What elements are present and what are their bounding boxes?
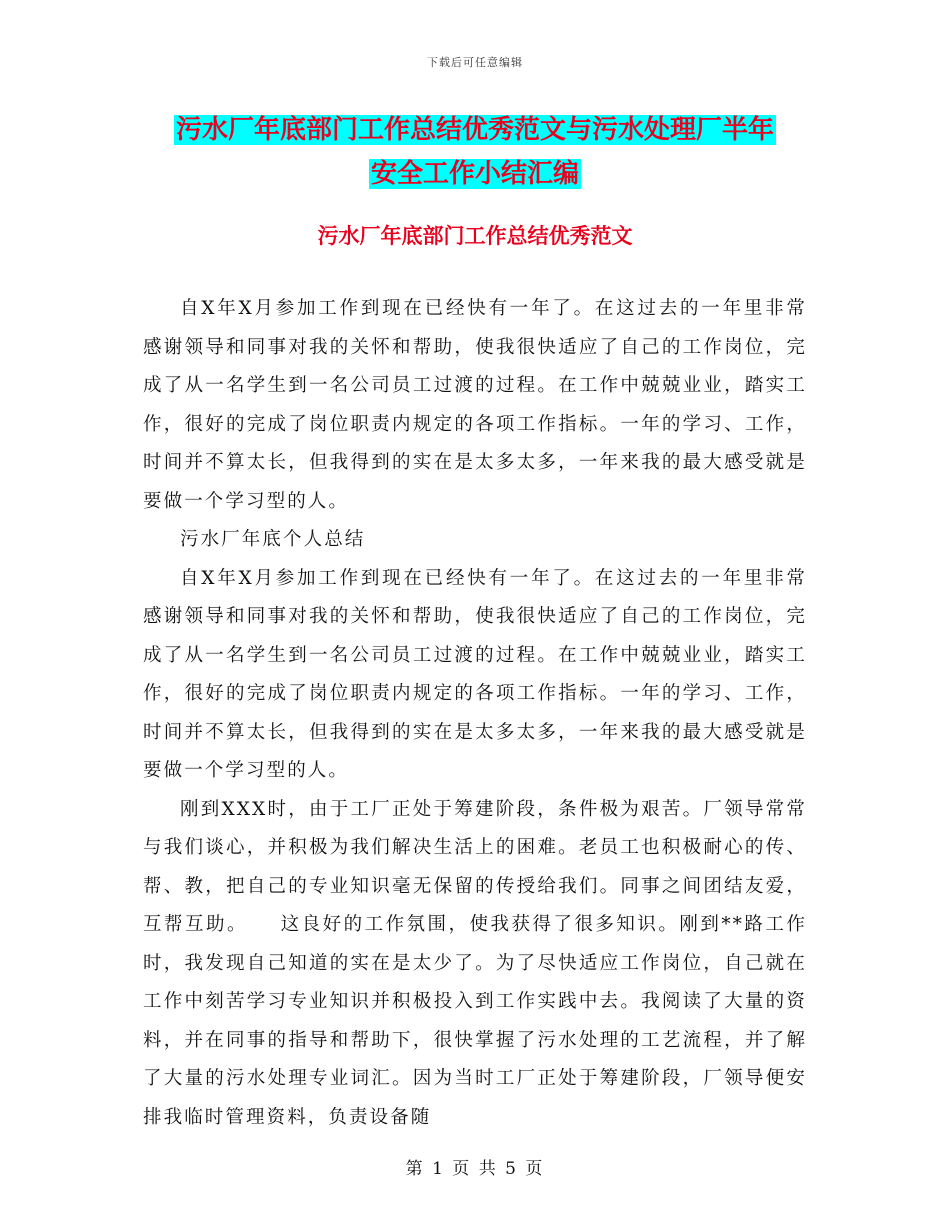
page-number-footer: 第 1 页 共 5 页 [405, 1159, 545, 1179]
document-title-line-1 [140, 108, 810, 152]
section-title: 污水厂年底部门工作总结优秀范文 [317, 223, 633, 248]
title-highlight: 污水厂年底部门工作总结优秀范文与污水处理厂半年 [175, 115, 774, 145]
paragraph: 自X年X月参加工作到现在已经快有一年了。在这过去的一年里非常感谢领导和同事对我的关怀和帮助，使我很快适应了自己的工作岗位，完成了从一名学生到一名公司员工过渡的过程。在工作中兢兢业业，踏实工作，很好的完成了岗位职责内规定的各项工作指标。一年的学习、工作，时间并不算太长，但我得到的实在是太多太多，一年来我的最大感受就是要做一个学习型的人。 [143, 298, 807, 512]
title-highlight: 安全工作小结汇编 [370, 159, 579, 189]
paragraph-subheading: 污水厂年底个人总结 [180, 529, 366, 550]
header-note: 下载后可任意编辑 [427, 56, 523, 69]
document-title-line-2 [140, 152, 810, 196]
paragraph: 刚到XXX时，由于工厂正处于筹建阶段，条件极为艰苦。厂领导常常与我们谈心，并积极为我们解决生活上的困难。老员工也积极耐心的传、帮、教，把自己的专业知识毫无保留的传授给我们。同事之间团结友爱，互帮互助。 这良好的工作氛围，使我获得了很多知识。刚到**路工作时，我发现自己知道的实在是太少了。为了尽快适应工作岗位，自己就在工作中刻苦学习专业知识并积极投入到工作实践中去。我阅读了大量的资料，并在同事的指导和帮助下，很快掌握了污水处理的工艺流程，并了解了大量的污水处理专业词汇。因为当时工厂正处于筹建阶段，厂领导便安排我临时管理资料，负责设备随 [143, 798, 807, 1128]
paragraph: 自X年X月参加工作到现在已经快有一年了。在这过去的一年里非常感谢领导和同事对我的关怀和帮助，使我很快适应了自己的工作岗位，完成了从一名学生到一名公司员工过渡的过程。在工作中兢兢业业，踏实工作，很好的完成了岗位职责内规定的各项工作指标。一年的学习、工作，时间并不算太长，但我得到的实在是太多太多，一年来我的最大感受就是要做一个学习型的人。 [143, 567, 807, 781]
document-body [143, 290, 807, 1137]
